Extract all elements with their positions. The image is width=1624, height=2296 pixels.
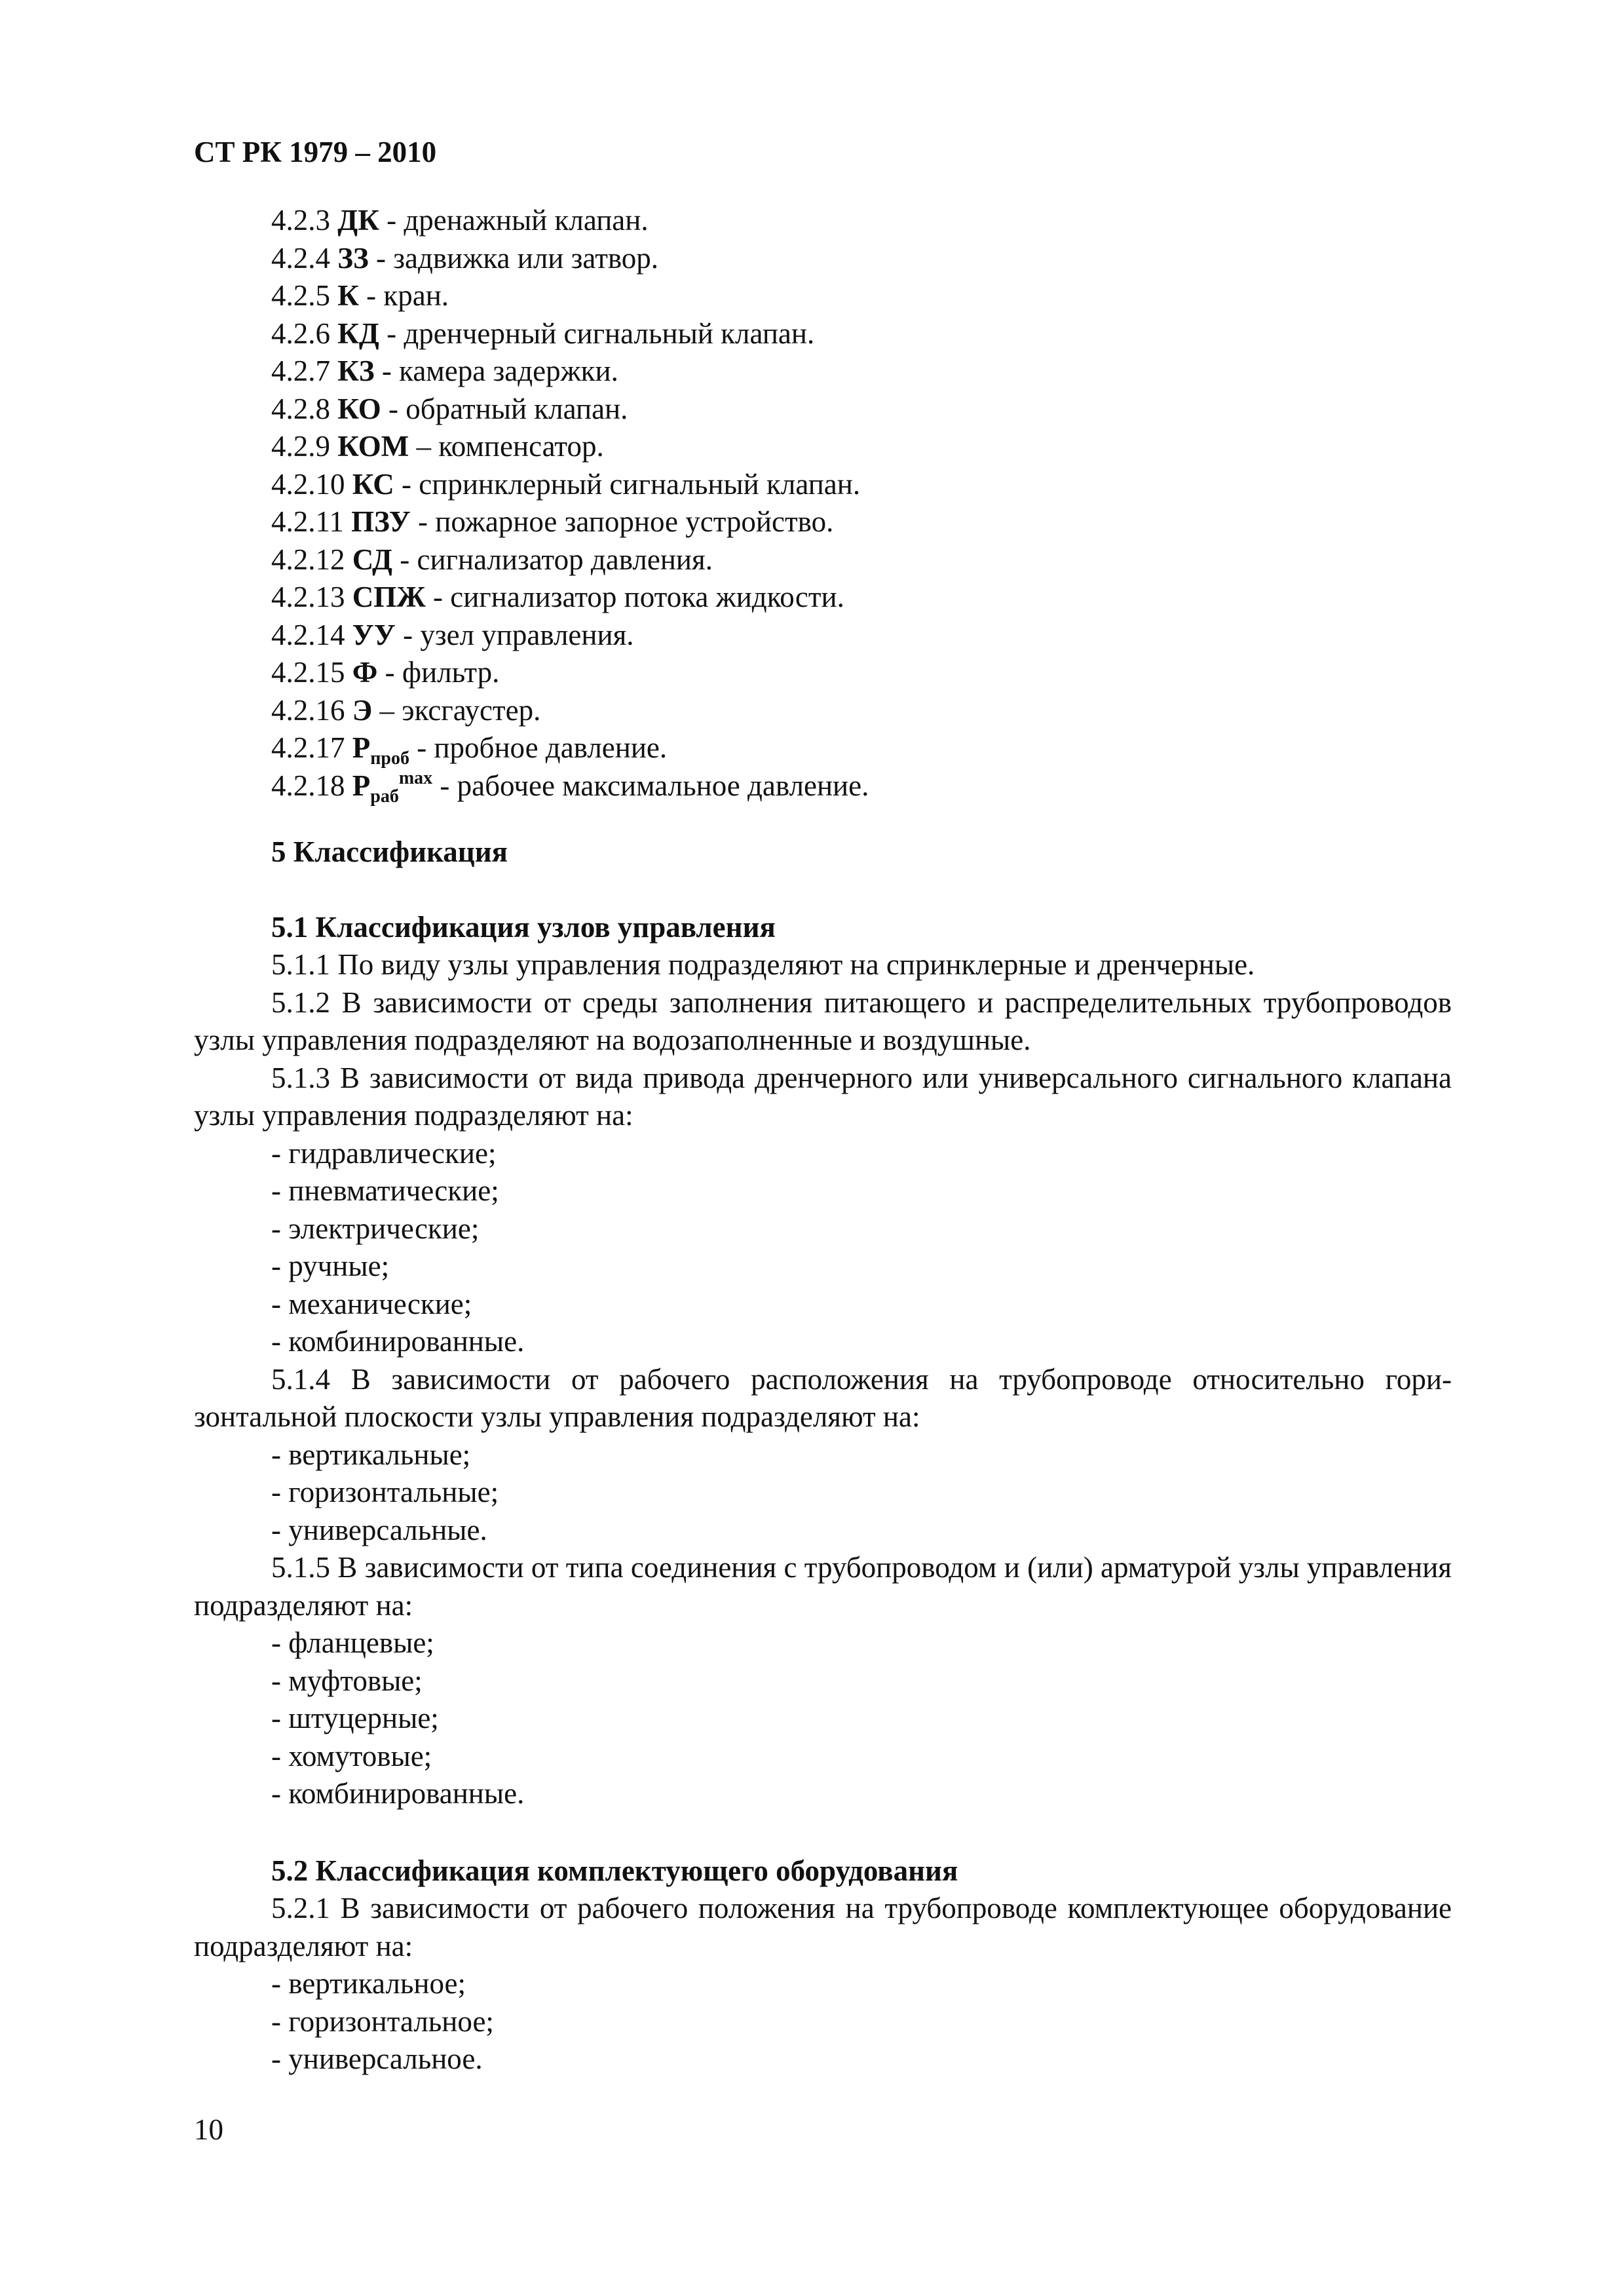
list-item: - универсальное. xyxy=(271,2042,483,2075)
paragraph-5-1-5: 5.1.5 В зависимости от типа соединения с трубопроводом и (или) арматурой узлы управления подразделяют на: xyxy=(194,1551,1452,1622)
list-item: - гидравлические; xyxy=(271,1136,497,1170)
list-item: - комбинированные. xyxy=(271,1777,525,1810)
abbreviation-item: 4.2.6 КД - дренчерный сигнальный клапан. xyxy=(271,316,815,350)
list-item: - электрические; xyxy=(271,1212,480,1245)
paragraph-5-1-3: 5.1.3 В зависимости от вида привода дренчерного или универсального сигнального клапана узлы управления подразделяют на: xyxy=(194,1061,1452,1132)
abbreviation-item: 4.2.10 КС - спринклерный сигнальный клапан. xyxy=(271,467,861,501)
list-item: - горизонтальное; xyxy=(271,2004,494,2038)
abbreviations-list xyxy=(271,202,869,805)
list-item: - вертикальное; xyxy=(271,1967,466,2000)
list-item: - универсальные. xyxy=(271,1513,487,1546)
abbreviation-item: 4.2.11 ПЗУ - пожарное запорное устройство. xyxy=(271,505,834,538)
page-number: 10 xyxy=(194,2113,223,2146)
document-code-header: СТ РК 1979 – 2010 xyxy=(194,136,437,168)
abbreviation-item: 4.2.12 СД - сигнализатор давления. xyxy=(271,543,713,576)
paragraph-5-1-2: 5.1.2 В зависимости от среды заполнения питающего и распределительных трубопроводов узлы управления подразделяют на водозаполненные и воздушные. xyxy=(194,985,1452,1056)
section-5-heading: 5 Классификация xyxy=(271,835,508,868)
list-item: - пневматические; xyxy=(271,1174,499,1207)
list-item: - фланцевые; xyxy=(271,1626,434,1659)
section-5-body xyxy=(194,833,1452,2078)
paragraph-5-1-4: 5.1.4 В зависимости от рабочего расположения на трубопроводе относительно горизонтальной плоскости узлы управления подразделяют на: xyxy=(194,1362,1452,1433)
abbreviation-item: 4.2.13 СПЖ - сигнализатор потока жидкости. xyxy=(271,581,844,613)
abbreviation-item: 4.2.3 ДК - дренажный клапан. xyxy=(271,204,649,237)
list-item: - штуцерные; xyxy=(271,1702,439,1734)
list-item: - ручные; xyxy=(271,1250,390,1282)
abbreviation-item-max-work-pressure: 4.2.18 $P_{раб}^{max}$ - рабочее максимальное давление. xyxy=(271,767,869,807)
abbreviation-item: 4.2.14 УУ - узел управления. xyxy=(271,618,634,651)
abbreviation-item: 4.2.4 ЗЗ - задвижка или затвор. xyxy=(271,241,659,275)
list-item: - механические; xyxy=(271,1287,472,1320)
list-item: - хомутовые; xyxy=(271,1739,432,1772)
abbreviation-item: 4.2.5 К - кран. xyxy=(271,279,449,312)
list-item: - муфтовые; xyxy=(271,1664,423,1697)
abbreviation-item: 4.2.9 КОМ – компенсатор. xyxy=(271,430,604,463)
abbreviation-item: 4.2.8 КО - обратный клапан. xyxy=(271,392,628,425)
list-item: - вертикальные; xyxy=(271,1438,471,1471)
section-5-2-heading: 5.2 Классификация комплектующего оборудования xyxy=(271,1854,958,1887)
list-item: - горизонтальные; xyxy=(271,1476,499,1508)
abbreviation-item: 4.2.7 КЗ - камера задержки. xyxy=(271,354,618,387)
abbreviation-item: 4.2.16 Э – эксгаустер. xyxy=(271,693,541,727)
paragraph-5-1-1: 5.1.1 По виду узлы управления подразделяют на спринклерные и дренчерные. xyxy=(271,948,1255,981)
list-item: - комбинированные. xyxy=(271,1325,525,1358)
abbreviation-item-test-pressure: 4.2.17 $P_{проб}$ - пробное давление. xyxy=(271,731,668,769)
section-5-1-heading: 5.1 Классификация узлов управления xyxy=(271,910,776,944)
abbreviation-item: 4.2.15 Ф - фильтр. xyxy=(271,656,500,689)
paragraph-5-2-1: 5.2.1 В зависимости от рабочего положения на трубопроводе комплектующее оборудование подразделяют на: xyxy=(194,1892,1452,1962)
